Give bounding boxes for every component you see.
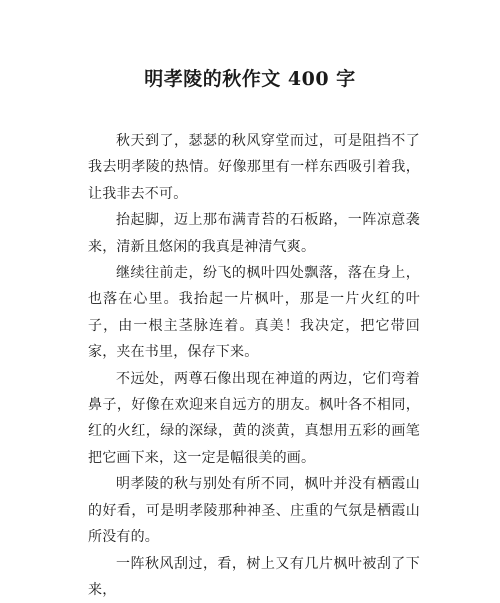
paragraph: 不远处，两尊石像出现在神道的两边，它们弯着鼻子，好像在欢迎来自远方的朋友。枫叶各不相同，红的火红，绿的深绿，黄的淡黄，真想用五彩的画笔把它画下来，这一定是幅很美的画。	[88, 366, 420, 472]
paragraph: 秋天到了，瑟瑟的秋风穿堂而过，可是阻挡不了我去明孝陵的热情。好像那里有一样东西吸引着我，让我非去不可。	[88, 128, 420, 207]
paragraph: 一阵秋风刮过，看，树上又有几片枫叶被刮了下来，	[88, 551, 420, 603]
document-title: 明孝陵的秋作文 400 字	[0, 64, 500, 94]
paragraph: 抬起脚，迈上那布满青苔的石板路，一阵凉意袭来，清新且悠闲的我真是神清气爽。	[88, 207, 420, 260]
document-body	[88, 128, 420, 603]
paragraph: 明孝陵的秋与别处有所不同，枫叶并没有栖霞山的好看，可是明孝陵那种神圣、庄重的气氛是栖霞山所没有的。	[88, 471, 420, 550]
paragraph: 继续往前走，纷飞的枫叶四处飘落，落在身上，也落在心里。我抬起一片枫叶，那是一片火红的叶子，由一根主茎脉连着。真美！我决定，把它带回家，夹在书里，保存下来。	[88, 260, 420, 366]
